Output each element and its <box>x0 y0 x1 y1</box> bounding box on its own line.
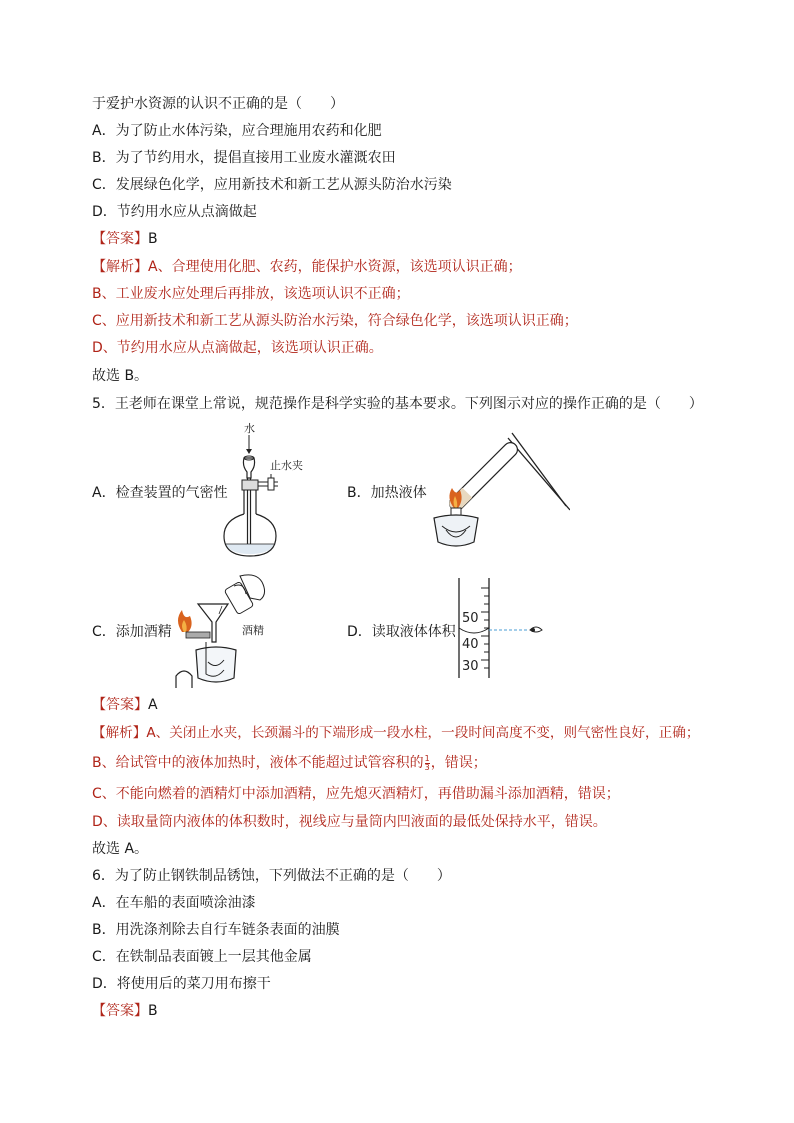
analysis-text: A、合理使用化肥、农药，能保护水资源，该选项认识正确； <box>148 259 522 275</box>
q5-stem: 5．王老师在课堂上常说，规范操作是科学实验的基本要求。下列图示对应的操作正确的是（ ） <box>92 396 703 412</box>
q4-conclusion: 故选 B。 <box>92 368 149 384</box>
answer-tag: 【答案】 <box>92 231 148 247</box>
label-alcohol: 酒精 <box>242 624 264 637</box>
q5-analysis-c: C、不能向燃着的酒精灯中添加酒精，应先熄灭酒精灯，再借助漏斗添加酒精，错误； <box>92 786 620 802</box>
tick-label-50: 50 <box>462 611 479 626</box>
analysis-tag: 【解析】 <box>92 259 148 275</box>
q5-option-d: D．读取液体体积 <box>347 624 456 640</box>
q5-conclusion: 故选 A。 <box>92 841 149 857</box>
q5-option-a: A．检查装置的气密性 <box>92 485 228 501</box>
q4-analysis-d: D、节约用水应从点滴做起，该选项认识正确。 <box>92 340 383 356</box>
q4-option-b: B．为了节约用水，提倡直接用工业废水灌溉农田 <box>92 150 396 166</box>
q5-analysis-a <box>92 723 699 743</box>
label-clamp: 止水夹 <box>270 459 303 472</box>
q5-analysis-d: D、读取量筒内液体的体积数时，视线应与量筒内凹液面的最低处保持水平，错误。 <box>92 814 607 830</box>
figure-heating-liquid <box>420 418 570 558</box>
q5-analysis-b <box>92 753 487 773</box>
q5-option-b: B．加热液体 <box>347 485 427 501</box>
q4-option-a: A．为了防止水体污染，应合理施用农药和化肥 <box>92 123 382 139</box>
q6-option-a: A．在车船的表面喷涂油漆 <box>92 895 256 911</box>
answer-value: B <box>148 1003 158 1019</box>
figure-airtightness <box>220 420 330 560</box>
q6-stem: 6．为了防止钢铁制品锈蚀，下列做法不正确的是（ ） <box>92 868 451 884</box>
answer-value: B <box>148 231 158 247</box>
tick-label-40: 40 <box>462 637 479 652</box>
analysis-tag: 【解析】 <box>92 725 147 741</box>
q5-answer <box>92 695 158 715</box>
tick-label-30: 30 <box>462 659 479 674</box>
figure-reading-volume <box>452 578 548 680</box>
q6-option-c: C．在铁制品表面镀上一层其他金属 <box>92 949 312 965</box>
analysis-b-post: ，错误； <box>430 755 487 771</box>
q6-answer <box>92 1001 158 1021</box>
answer-tag: 【答案】 <box>92 697 148 713</box>
q4-option-d: D．节约用水应从点滴做起 <box>92 204 257 220</box>
q6-option-d: D．将使用后的菜刀用布擦干 <box>92 976 271 992</box>
fraction-numerator: 1 <box>424 753 430 763</box>
q4-analysis-b: B、工业废水应处理后再排放，该选项认识不正确； <box>92 286 410 302</box>
q4-analysis-c: C、应用新技术和新工艺从源头防治水污染，符合绿色化学，该选项认识正确； <box>92 313 578 329</box>
q4-stem: 于爱护水资源的认识不正确的是（ ） <box>92 96 344 112</box>
label-water: 水 <box>244 422 255 435</box>
figure-adding-alcohol <box>172 570 277 692</box>
analysis-b-pre: B、给试管中的液体加热时，液体不能超过试管容积的 <box>92 755 424 771</box>
fraction-one-third <box>425 755 430 772</box>
answer-tag: 【答案】 <box>92 1003 148 1019</box>
q4-answer <box>92 229 158 249</box>
fraction-denominator: 3 <box>424 762 430 772</box>
answer-value: A <box>148 697 158 713</box>
q4-analysis-a <box>92 257 522 277</box>
q6-option-b: B．用洗涤剂除去自行车链条表面的油膜 <box>92 922 340 938</box>
analysis-text: A、关闭止水夹，长颈漏斗的下端形成一段水柱，一段时间高度不变，则气密性良好，正确； <box>146 725 700 741</box>
q5-option-c: C．添加酒精 <box>92 624 172 640</box>
q4-option-c: C．发展绿色化学，应用新技术和新工艺从源头防治水污染 <box>92 177 452 193</box>
